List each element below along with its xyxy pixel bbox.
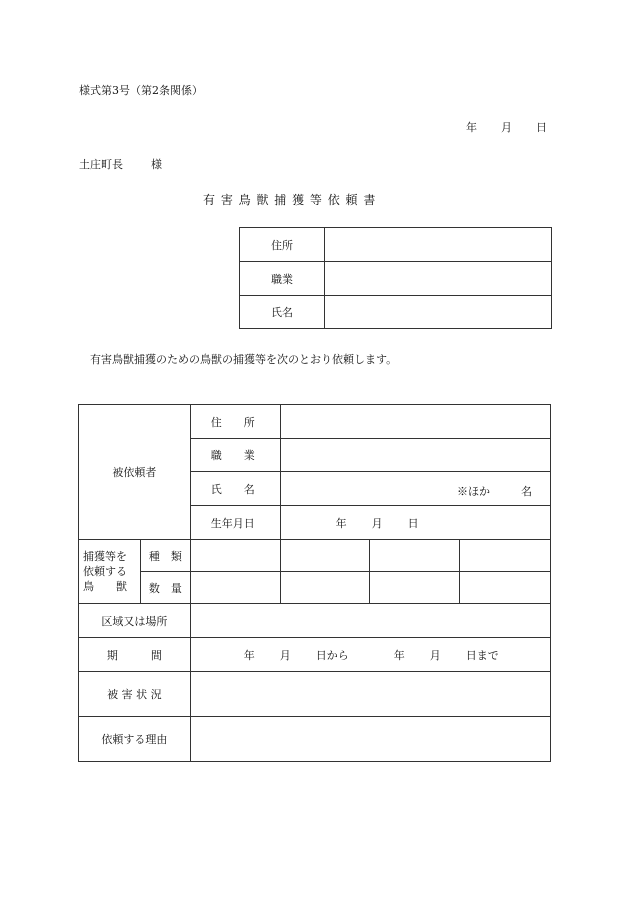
request-table: [78, 404, 551, 762]
target-label-line2: 依頼する: [83, 565, 127, 578]
applicant-name-field[interactable]: [325, 296, 552, 329]
area-label: 区域又は場所: [79, 604, 191, 638]
period-to-day: 日まで: [465, 648, 499, 662]
requestee-occupation-label: 職 業: [190, 439, 280, 472]
period-from-day: 日から: [315, 648, 349, 662]
applicant-table: [239, 227, 552, 329]
requestee-label: 被依頼者: [79, 405, 191, 540]
damage-field[interactable]: [190, 672, 550, 717]
others-unit: 名: [521, 484, 532, 498]
birth-day-label: 日: [407, 516, 419, 530]
date-month-label: 月: [501, 121, 512, 134]
requestee-name-label: 氏 名: [190, 472, 280, 506]
requestee-address-field[interactable]: [280, 405, 550, 439]
page-title: 有 害 鳥 獣 捕 獲 等 依 頼 書: [203, 193, 377, 207]
target-label-line1: 捕獲等を: [83, 550, 127, 563]
requestee-occupation-field[interactable]: [280, 439, 550, 472]
period-label: 期 間: [79, 638, 191, 672]
addressee: 土庄町長: [79, 158, 123, 171]
intro-text: 有害鳥獣捕獲のための鳥獣の捕獲等を次のとおり依頼します。: [90, 353, 398, 366]
date-day-label: 日: [536, 121, 547, 134]
applicant-address-field[interactable]: [325, 228, 552, 262]
quantity-field-4[interactable]: [460, 572, 551, 604]
birth-year-label: 年: [335, 516, 347, 530]
birthdate-field[interactable]: [280, 506, 550, 540]
period-to-month: 月: [429, 648, 441, 662]
species-field-3[interactable]: [370, 540, 460, 572]
target-animal-label: [79, 540, 141, 604]
requestee-name-field[interactable]: [280, 472, 550, 506]
area-field[interactable]: [190, 604, 550, 638]
applicant-occupation-label: 職業: [240, 262, 325, 296]
period-to-year: 年: [393, 648, 405, 662]
period-from-month: 月: [279, 648, 291, 662]
honorific: 様: [151, 158, 162, 171]
damage-label: 被 害 状 況: [79, 672, 191, 717]
birthdate-label: 生年月日: [190, 506, 280, 540]
quantity-field-2[interactable]: [280, 572, 370, 604]
quantity-label: 数 量: [140, 572, 190, 604]
reason-label: 依頼する理由: [79, 717, 191, 762]
species-label: 種 類: [140, 540, 190, 572]
form-number: 様式第3号（第2条関係）: [79, 84, 203, 97]
requestee-address-label: 住 所: [190, 405, 280, 439]
date-year-label: 年: [466, 121, 477, 134]
reason-field[interactable]: [190, 717, 550, 762]
applicant-name-label: 氏名: [240, 296, 325, 329]
quantity-field-3[interactable]: [370, 572, 460, 604]
period-field[interactable]: [190, 638, 550, 672]
species-field-2[interactable]: [280, 540, 370, 572]
others-note: ※ほか: [457, 484, 490, 498]
quantity-field-1[interactable]: [190, 572, 280, 604]
species-field-1[interactable]: [190, 540, 280, 572]
period-from-year: 年: [243, 648, 255, 662]
birth-month-label: 月: [371, 516, 383, 530]
applicant-address-label: 住所: [240, 228, 325, 262]
applicant-occupation-field[interactable]: [325, 262, 552, 296]
species-field-4[interactable]: [460, 540, 551, 572]
target-label-line3: 鳥 獣: [83, 580, 127, 593]
